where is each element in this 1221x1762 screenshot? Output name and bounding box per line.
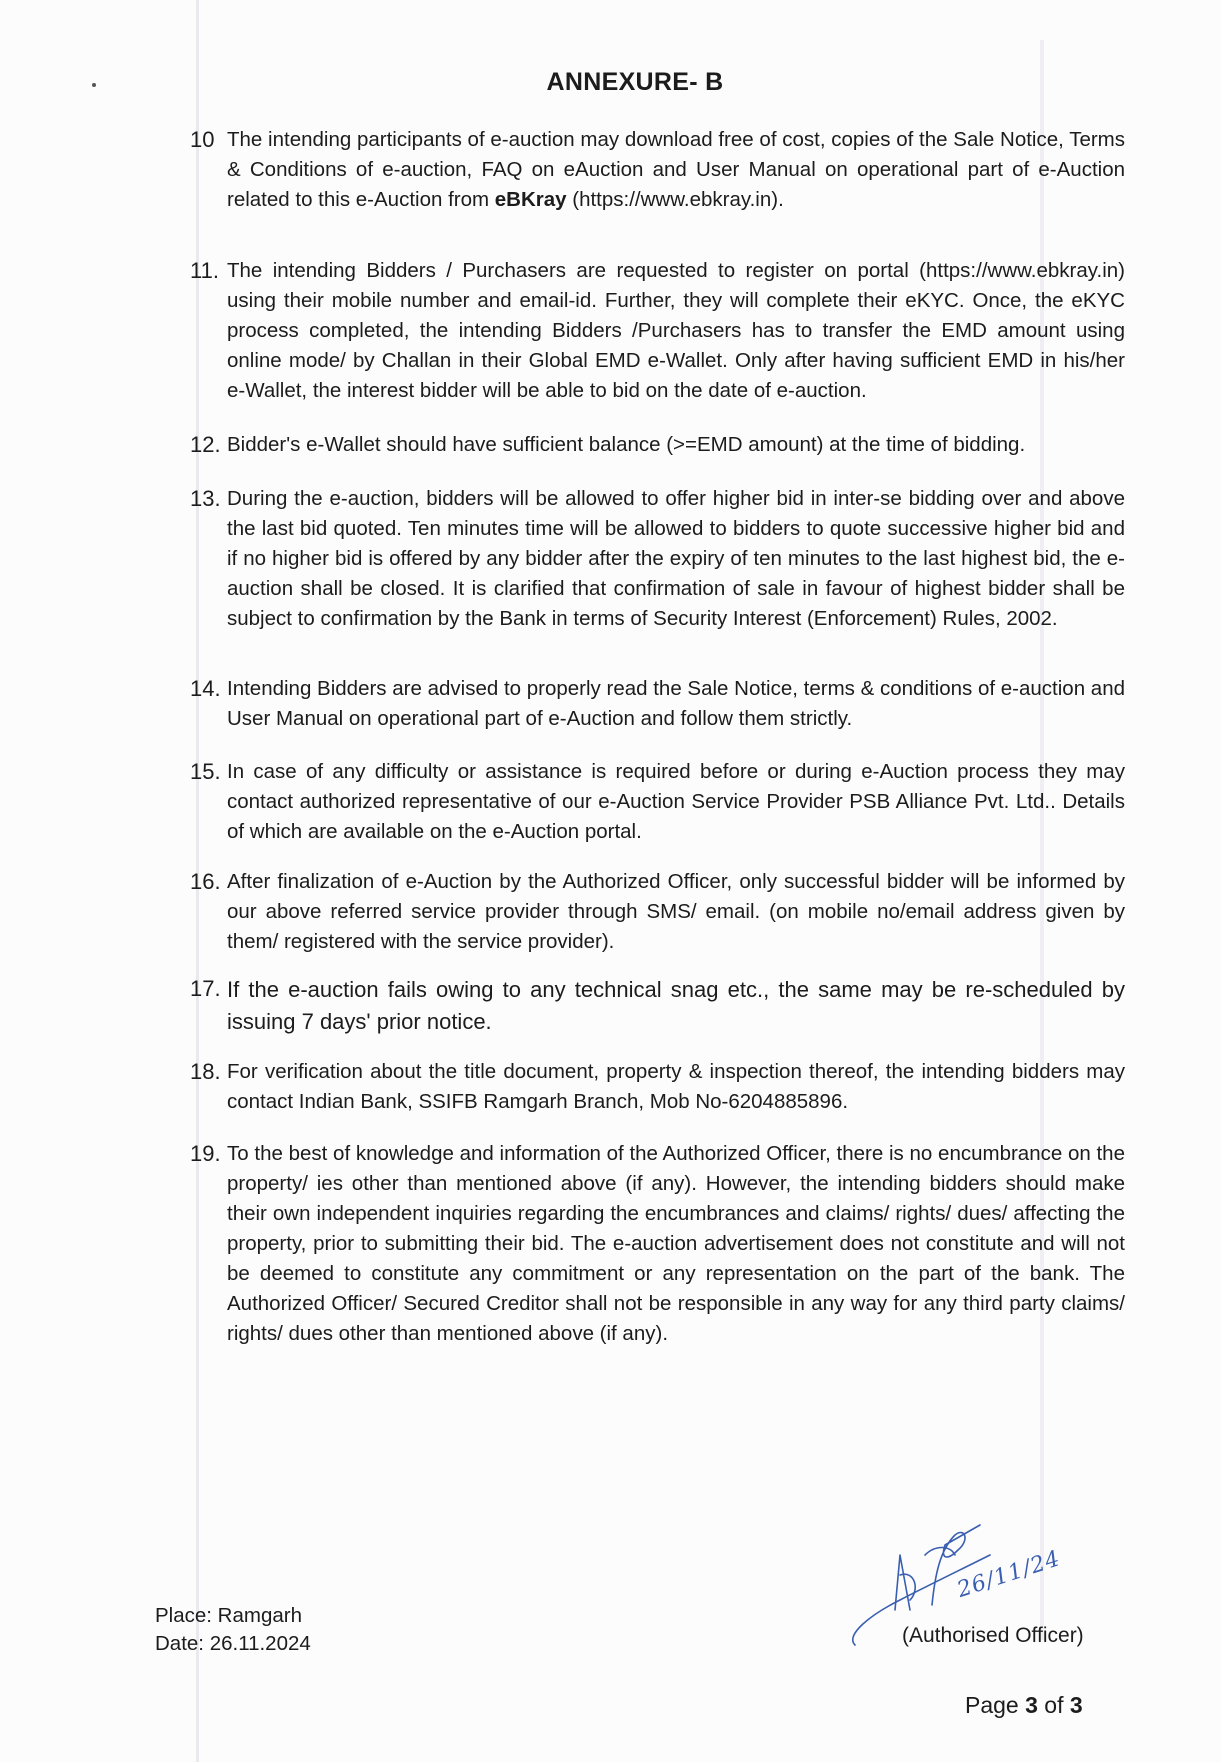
page-prefix: Page <box>965 1692 1026 1718</box>
clause-text: After finalization of e-Auction by the Authorized Officer, only successful bidder will be informed by our above referred service provider through SMS/ email. (on mobile no/email address given by them/ registered with the service provider). <box>227 870 1125 953</box>
clause-14 <box>190 674 1125 734</box>
page-current: 3 <box>1025 1692 1038 1718</box>
clause-text <box>227 125 1125 215</box>
page-of: of <box>1037 1692 1070 1718</box>
clause-text: In case of any difficulty or assistance is required before or during e-Auction process they may contact authorized representative of our e-Auction Service Provider PSB Alliance Pvt. Ltd.. Details of which are available on the e-Auction portal. <box>227 760 1125 843</box>
ebkray-url: (https://www.ebkray.in). <box>566 188 784 211</box>
clause-text: For verification about the title document, property & inspection thereof, the intending bidders may contact Indian Bank, SSIFB Ramgarh Branch, Mob No-6204885896. <box>227 1060 1125 1113</box>
clause-10 <box>190 125 1125 215</box>
clause-19 <box>190 1139 1125 1349</box>
page-total: 3 <box>1069 1692 1083 1718</box>
clause-number: 13. <box>190 486 221 511</box>
place-label: Place: Ramgarh <box>155 1604 302 1627</box>
clause-text: During the e-auction, bidders will be allowed to offer higher bid in inter-se bidding over and above the last bid quoted. Ten minutes time will be allowed to bidders to quote successive higher bid and if no higher bid is offered by any bidder after the expiry of ten minutes to the last highest bid, the e-auction shall be closed. It is clarified that confirmation of sale in favour of highest bidder shall be subject to confirmation by the Bank in terms of Security Interest (Enforcement) Rules, 2002. <box>227 487 1125 630</box>
clause-17 <box>190 974 1125 1038</box>
page-title: ANNEXURE- B <box>546 68 724 96</box>
clause-number: 19. <box>190 1141 221 1166</box>
clause-text: Bidder's e-Wallet should have sufficient balance (>=EMD amount) at the time of bidding. <box>227 433 1026 456</box>
clause-11 <box>190 256 1125 406</box>
signature-date: 26/11/24 <box>954 1546 1064 1603</box>
clause-number: 18. <box>190 1059 221 1084</box>
clause-15 <box>190 757 1125 847</box>
signature-stroke <box>925 1548 955 1556</box>
clause-number: 15. <box>190 759 221 784</box>
clause-13 <box>190 484 1125 634</box>
ebkray-brand: eBKray <box>494 188 567 211</box>
date-label: Date: 26.11.2024 <box>155 1632 311 1655</box>
clause-body: The intending participants of e-auction may download free of cost, copies of the Sale Notice, Terms & Conditions of e-auction, FAQ on eAuction and User Manual on operational part of e-Auction related to this e-Auction from <box>227 128 1125 211</box>
clause-16 <box>190 867 1125 957</box>
clause-number: 14. <box>190 676 221 701</box>
clause-text: Intending Bidders are advised to properly read the Sale Notice, terms & conditions of e-auction and User Manual on operational part of e-Auction and follow them strictly. <box>227 677 1125 730</box>
clause-text: To the best of knowledge and information of the Authorized Officer, there is no encumbrance on the property/ ies other than mentioned above (if any). However, the intending bidders should make their own independent inquiries regarding the encumbrances and claims/ rights/ dues/ affecting the property, prior to submitting their bid. The e-auction advertisement does not constitute and will not be deemed to constitute any commitment or any representation on the part of the bank. The Authorized Officer/ Secured Creditor shall not be responsible in any way for any third party claims/ rights/ dues other than mentioned above (if any). <box>227 1142 1125 1345</box>
clause-18 <box>190 1057 1125 1117</box>
clause-number: 12. <box>190 432 221 457</box>
signatory-label: (Authorised Officer) <box>902 1624 1084 1647</box>
page-number <box>965 1692 1083 1719</box>
clause-text: If the e-auction fails owing to any technical snag etc., the same may be re-scheduled by issuing 7 days' prior notice. <box>227 977 1125 1034</box>
place-date-block <box>155 1602 311 1658</box>
clause-12 <box>190 430 1125 460</box>
clause-number: 17. <box>190 976 221 1001</box>
clause-number: 16. <box>190 869 221 894</box>
clause-number: 10 <box>190 127 215 152</box>
clause-text: The intending Bidders / Purchasers are requested to register on portal (https://www.ebkray.in) using their mobile number and email-id. Further, they will complete their eKYC. Once, the eKYC process completed, the intending Bidders /Purchasers has to transfer the EMD amount using online mode/ by Challan in their Global EMD e-Wallet. Only after having sufficient EMD in his/her e-Wallet, the interest bidder will be able to bid on the date of e-auction. <box>227 259 1125 402</box>
clause-number: 11. <box>190 258 219 283</box>
